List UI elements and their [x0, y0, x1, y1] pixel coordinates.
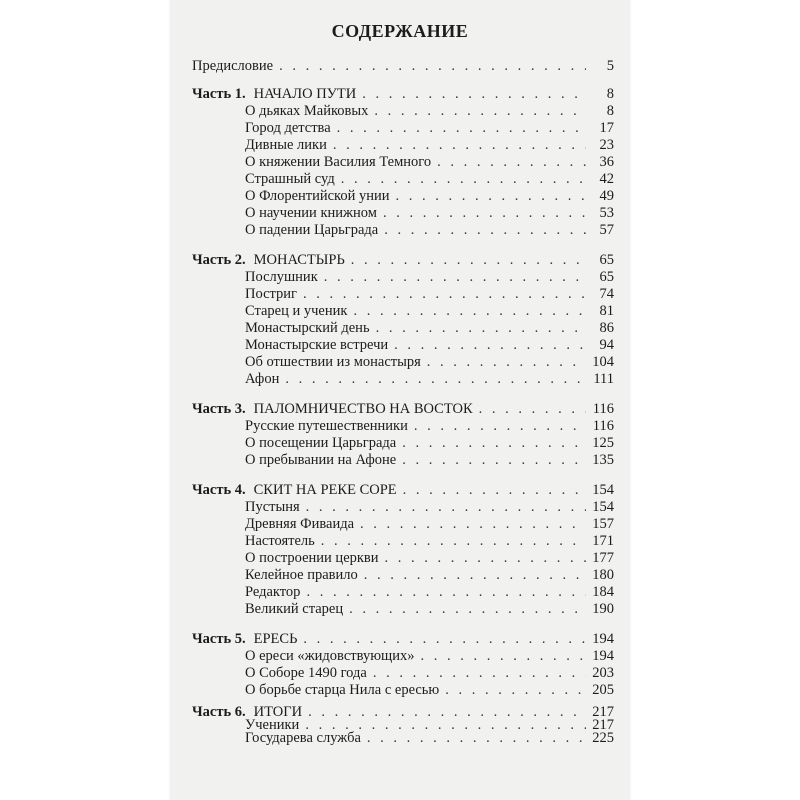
chapter-title: Редактор — [245, 584, 301, 600]
chapter-title: О пребывании на Афоне — [245, 452, 397, 468]
toc-page-number: 104 — [592, 354, 614, 370]
leader-dots — [303, 631, 586, 648]
toc-entry-title: Предисловие — [192, 58, 274, 74]
toc-page-number: 81 — [599, 303, 614, 319]
part-label: Часть 6. — [192, 704, 246, 720]
toc-page-number: 203 — [592, 665, 614, 681]
toc-chapter — [245, 120, 614, 137]
part-title: ПАЛОМНИЧЕСТВО НА ВОСТОК — [253, 401, 473, 417]
toc-part-heading — [192, 631, 614, 648]
chapter-title: Афон — [245, 371, 280, 387]
leader-dots — [402, 435, 586, 452]
chapter-title: Постриг — [245, 286, 297, 302]
chapter-title: Страшный суд — [245, 171, 335, 187]
chapter-title: Дивные лики — [245, 137, 327, 153]
toc-chapter — [245, 648, 614, 665]
leader-dots — [306, 499, 586, 516]
toc-chapter — [245, 601, 614, 618]
toc-page-number: 116 — [592, 418, 614, 434]
chapter-title: О ереси «жидовствующих» — [245, 648, 415, 664]
toc-page-number: 205 — [592, 682, 614, 698]
toc-page-number: 194 — [592, 631, 614, 647]
toc-chapter — [245, 665, 614, 682]
toc-page-number: 111 — [593, 371, 614, 387]
leader-dots — [303, 286, 586, 303]
toc-part-heading — [192, 482, 614, 499]
page-title: СОДЕРЖАНИЕ — [331, 21, 469, 41]
toc-chapter — [245, 137, 614, 154]
leader-dots — [364, 567, 586, 584]
toc-chapter — [245, 516, 614, 533]
toc-chapter — [245, 286, 614, 303]
toc-chapter — [245, 584, 614, 601]
toc-page-number: 17 — [599, 120, 614, 136]
leader-dots — [420, 648, 586, 665]
toc-chapter — [245, 188, 614, 205]
toc-page-number: 23 — [599, 137, 614, 153]
leader-dots — [321, 533, 586, 550]
leader-dots — [353, 303, 586, 320]
chapter-title: Послушник — [245, 269, 318, 285]
toc-chapter — [245, 337, 614, 354]
chapter-title: Келейное правило — [245, 567, 358, 583]
chapter-title: Старец и ученик — [245, 303, 348, 319]
part-title: ЕРЕСЬ — [253, 631, 298, 647]
part-label: Часть 1. — [192, 86, 246, 102]
chapter-title: Пустыня — [245, 499, 300, 515]
chapter-title: О дьяках Майковых — [245, 103, 369, 119]
toc-page-number: 157 — [592, 516, 614, 532]
toc-chapter — [245, 533, 614, 550]
toc-chapter — [245, 550, 614, 567]
toc-chapter — [245, 222, 614, 239]
toc-chapter — [245, 205, 614, 222]
toc-page-number: 5 — [606, 58, 614, 74]
toc-page-number: 217 — [592, 717, 614, 733]
leader-dots — [324, 269, 586, 286]
leader-dots — [285, 371, 586, 388]
toc-chapter — [245, 354, 614, 371]
leader-dots — [402, 452, 586, 469]
toc-page-number: 217 — [592, 704, 614, 720]
part-label: Часть 4. — [192, 482, 246, 498]
chapter-title: О посещении Царьграда — [245, 435, 397, 451]
toc-page-number: 177 — [592, 550, 614, 566]
chapter-title: О научении книжном — [245, 205, 377, 221]
toc-page-number: 154 — [592, 482, 614, 498]
leader-dots — [362, 86, 586, 103]
chapter-title: Монастырский день — [245, 320, 370, 336]
part-label: Часть 2. — [192, 252, 246, 268]
chapter-title: Настоятель — [245, 533, 315, 549]
chapter-title: Ученики — [245, 717, 300, 733]
leader-dots — [360, 516, 586, 533]
chapter-title: Город детства — [245, 120, 331, 136]
toc-part-heading — [192, 252, 614, 269]
chapter-title: О Соборе 1490 года — [245, 665, 367, 681]
toc-chapter — [245, 103, 614, 120]
toc-chapter — [245, 171, 614, 188]
part-title: МОНАСТЫРЬ — [253, 252, 345, 268]
toc-page-number: 8 — [606, 86, 614, 102]
toc-page-number: 8 — [606, 103, 614, 119]
chapter-title: Монастырские встречи — [245, 337, 389, 353]
leader-dots — [396, 188, 586, 205]
chapter-title: Великий старец — [245, 601, 344, 617]
toc-chapter — [245, 269, 614, 286]
toc-page-number: 125 — [592, 435, 614, 451]
toc-chapter — [245, 452, 614, 469]
leader-dots — [437, 154, 586, 171]
chapter-title: О Флорентийской унии — [245, 188, 390, 204]
leader-dots — [383, 205, 586, 222]
chapter-title: Об отшествии из монастыря — [245, 354, 421, 370]
toc-page-number: 49 — [599, 188, 614, 204]
toc-page-number: 194 — [592, 648, 614, 664]
toc-chapter — [245, 682, 614, 699]
toc-page-number: 57 — [599, 222, 614, 238]
chapter-title: О построении церкви — [245, 550, 379, 566]
toc-chapter — [245, 303, 614, 320]
toc-page-number: 53 — [599, 205, 614, 221]
chapter-title: О борьбе старца Нила с ересью — [245, 682, 440, 698]
leader-dots — [333, 137, 586, 154]
leader-dots — [384, 222, 586, 239]
chapter-title: Русские путешественники — [245, 418, 408, 434]
chapter-title: Государева служба — [245, 730, 361, 746]
toc-page-number: 180 — [592, 567, 614, 583]
toc-page-number: 184 — [592, 584, 614, 600]
leader-dots — [394, 337, 586, 354]
part-label: Часть 5. — [192, 631, 246, 647]
toc-chapter — [245, 418, 614, 435]
toc-page-number: 36 — [599, 154, 614, 170]
toc-page-number: 154 — [592, 499, 614, 515]
toc-chapter — [245, 499, 614, 516]
toc-preface — [192, 58, 614, 75]
toc-page-number: 42 — [599, 171, 614, 187]
toc-chapter — [245, 567, 614, 584]
chapter-title: Древняя Фиваида — [245, 516, 355, 532]
toc-chapter — [245, 730, 614, 747]
toc-page-number: 225 — [592, 730, 614, 746]
chapter-title: О падении Царьграда — [245, 222, 379, 238]
part-title: НАЧАЛО ПУТИ — [253, 86, 357, 102]
toc-chapter — [245, 320, 614, 337]
toc-page-number: 86 — [599, 320, 614, 336]
leader-dots — [341, 171, 586, 188]
toc-page-number: 94 — [599, 337, 614, 353]
part-label: Часть 3. — [192, 401, 246, 417]
leader-dots — [373, 665, 586, 682]
toc-page-number: 65 — [599, 252, 614, 268]
leader-dots — [367, 730, 586, 747]
leader-dots — [349, 601, 586, 618]
book-page — [170, 0, 630, 800]
leader-dots — [279, 58, 586, 75]
chapter-title: О княжении Василия Темного — [245, 154, 432, 170]
leader-dots — [374, 103, 586, 120]
part-title: СКИТ НА РЕКЕ СОРЕ — [253, 482, 397, 498]
toc-page-number: 65 — [599, 269, 614, 285]
leader-dots — [376, 320, 586, 337]
toc-chapter — [245, 435, 614, 452]
leader-dots — [427, 354, 586, 371]
leader-dots — [479, 401, 586, 418]
toc-page-number: 74 — [599, 286, 614, 302]
leader-dots — [385, 550, 586, 567]
leader-dots — [403, 482, 586, 499]
toc-page-number: 116 — [592, 401, 614, 417]
toc-chapter — [245, 154, 614, 171]
leader-dots — [351, 252, 586, 269]
toc-page-number: 135 — [592, 452, 614, 468]
leader-dots — [414, 418, 586, 435]
toc-chapter — [245, 371, 614, 388]
part-title: ИТОГИ — [253, 704, 303, 720]
toc-page-number: 190 — [592, 601, 614, 617]
toc-part-heading — [192, 86, 614, 103]
toc-part-heading — [192, 401, 614, 418]
toc-page-number: 171 — [592, 533, 614, 549]
leader-dots — [337, 120, 586, 137]
leader-dots — [445, 682, 586, 699]
leader-dots — [306, 584, 586, 601]
